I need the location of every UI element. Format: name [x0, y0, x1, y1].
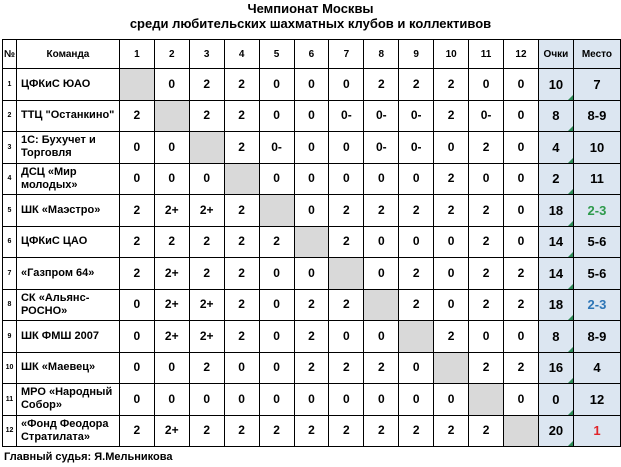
- header-round: 10: [434, 40, 469, 69]
- result-cell: 0: [294, 163, 329, 195]
- result-cell: 0: [329, 132, 364, 164]
- result-cell: 0: [294, 69, 329, 101]
- team-name: ШК «Маэстро»: [16, 195, 119, 227]
- place-cell: 4: [573, 352, 620, 384]
- page-subtitle: среди любительских шахматных клубов и коллективов: [129, 16, 492, 31]
- result-cell: 0: [504, 163, 539, 195]
- self-cell: [364, 289, 399, 321]
- result-cell: 2: [329, 195, 364, 227]
- result-cell: 0: [329, 321, 364, 353]
- row-number: 7: [3, 258, 17, 290]
- table-row: [3, 352, 621, 384]
- result-cell: 2: [469, 132, 504, 164]
- table-row: [3, 258, 621, 290]
- result-cell: 2+: [154, 321, 189, 353]
- header-round: 2: [154, 40, 189, 69]
- header-round: 5: [259, 40, 294, 69]
- result-cell: 2: [224, 132, 259, 164]
- result-cell: 2+: [189, 289, 224, 321]
- points-cell: 14: [538, 226, 573, 258]
- result-cell: 0: [294, 132, 329, 164]
- result-cell: 0: [434, 132, 469, 164]
- team-name: МРО «Народный Собор»: [16, 384, 119, 416]
- result-cell: 0-: [364, 100, 399, 132]
- header-round: 9: [399, 40, 434, 69]
- team-name: «Газпром 64»: [16, 258, 119, 290]
- result-cell: 2: [399, 415, 434, 447]
- place-cell: 12: [573, 384, 620, 416]
- self-cell: [469, 384, 504, 416]
- points-cell: 8: [538, 100, 573, 132]
- result-cell: 0: [154, 384, 189, 416]
- result-cell: 0: [294, 100, 329, 132]
- self-cell: [399, 321, 434, 353]
- row-number: 4: [3, 163, 17, 195]
- table-row: [3, 289, 621, 321]
- result-cell: 0: [399, 384, 434, 416]
- row-number: 1: [3, 69, 17, 101]
- result-cell: 2: [504, 352, 539, 384]
- results-table: [2, 39, 621, 447]
- result-cell: 2: [434, 415, 469, 447]
- result-cell: 0: [119, 163, 154, 195]
- table-row: [3, 415, 621, 447]
- result-cell: 2: [434, 321, 469, 353]
- result-cell: 2: [469, 352, 504, 384]
- header-round: 6: [294, 40, 329, 69]
- team-name: «Фонд Феодора Стратилата»: [16, 415, 119, 447]
- row-number: 6: [3, 226, 17, 258]
- table-row: [3, 69, 621, 101]
- result-cell: 2: [119, 100, 154, 132]
- result-cell: 2: [504, 289, 539, 321]
- row-number: 2: [3, 100, 17, 132]
- header-num: №: [3, 40, 17, 69]
- result-cell: 2: [119, 415, 154, 447]
- result-cell: 2: [224, 289, 259, 321]
- header-row: [3, 40, 621, 69]
- result-cell: 0-: [399, 100, 434, 132]
- self-cell: [119, 69, 154, 101]
- result-cell: 2+: [189, 195, 224, 227]
- result-cell: 0: [329, 69, 364, 101]
- result-cell: 0: [364, 258, 399, 290]
- place-cell: 1: [573, 415, 620, 447]
- result-cell: 2: [469, 289, 504, 321]
- team-name: ШК ФМШ 2007: [16, 321, 119, 353]
- result-cell: 2: [399, 69, 434, 101]
- result-cell: 2: [224, 195, 259, 227]
- result-cell: 0: [469, 163, 504, 195]
- result-cell: 2: [189, 258, 224, 290]
- result-cell: 2: [504, 258, 539, 290]
- place-cell: 11: [573, 163, 620, 195]
- row-number: 11: [3, 384, 17, 416]
- header-round: 4: [224, 40, 259, 69]
- result-cell: 2: [469, 226, 504, 258]
- header-place: Место: [573, 40, 620, 69]
- result-cell: 0: [154, 69, 189, 101]
- result-cell: 0: [434, 384, 469, 416]
- result-cell: 0: [434, 289, 469, 321]
- result-cell: 2: [224, 226, 259, 258]
- self-cell: [189, 132, 224, 164]
- result-cell: 0: [119, 132, 154, 164]
- result-cell: 0: [259, 163, 294, 195]
- points-cell: 18: [538, 289, 573, 321]
- result-cell: 2: [329, 352, 364, 384]
- row-number: 3: [3, 132, 17, 164]
- result-cell: 0: [189, 163, 224, 195]
- header-round: 7: [329, 40, 364, 69]
- result-cell: 2: [294, 321, 329, 353]
- result-cell: 2+: [154, 195, 189, 227]
- result-cell: 2+: [154, 289, 189, 321]
- result-cell: 2: [224, 100, 259, 132]
- result-cell: 0: [364, 384, 399, 416]
- result-cell: 0: [364, 226, 399, 258]
- points-cell: 16: [538, 352, 573, 384]
- team-name: ЦФКиС ЦАО: [16, 226, 119, 258]
- self-cell: [434, 352, 469, 384]
- result-cell: 2: [119, 195, 154, 227]
- self-cell: [294, 226, 329, 258]
- result-cell: 0: [294, 195, 329, 227]
- self-cell: [504, 415, 539, 447]
- result-cell: 0: [469, 69, 504, 101]
- result-cell: 0: [364, 321, 399, 353]
- table-row: [3, 321, 621, 353]
- result-cell: 0-: [469, 100, 504, 132]
- row-number: 5: [3, 195, 17, 227]
- result-cell: 0: [119, 289, 154, 321]
- result-cell: 2: [154, 226, 189, 258]
- place-cell: 5-6: [573, 226, 620, 258]
- result-cell: 0: [259, 258, 294, 290]
- self-cell: [154, 100, 189, 132]
- result-cell: 0: [504, 321, 539, 353]
- result-cell: 0: [154, 163, 189, 195]
- result-cell: 2: [469, 415, 504, 447]
- result-cell: 0: [364, 163, 399, 195]
- result-cell: 0-: [329, 100, 364, 132]
- result-cell: 2: [329, 415, 364, 447]
- result-cell: 0: [399, 163, 434, 195]
- result-cell: 2: [189, 69, 224, 101]
- result-cell: 0: [294, 258, 329, 290]
- result-cell: 0: [119, 321, 154, 353]
- result-cell: 2: [294, 352, 329, 384]
- result-cell: 0: [119, 352, 154, 384]
- header-round: 12: [504, 40, 539, 69]
- result-cell: 0-: [364, 132, 399, 164]
- header-round: 1: [119, 40, 154, 69]
- header-round: 8: [364, 40, 399, 69]
- result-cell: 0: [399, 226, 434, 258]
- result-cell: 2: [434, 69, 469, 101]
- row-number: 12: [3, 415, 17, 447]
- points-cell: 10: [538, 69, 573, 101]
- table-row: [3, 384, 621, 416]
- header-points: Очки: [538, 40, 573, 69]
- result-cell: 0: [504, 195, 539, 227]
- result-cell: 2: [434, 195, 469, 227]
- place-cell: 7: [573, 69, 620, 101]
- result-cell: 0: [504, 100, 539, 132]
- result-cell: 0: [294, 384, 329, 416]
- result-cell: 2: [399, 258, 434, 290]
- points-cell: 20: [538, 415, 573, 447]
- result-cell: 2+: [154, 258, 189, 290]
- result-cell: 0: [119, 384, 154, 416]
- header-round: 3: [189, 40, 224, 69]
- result-cell: 0-: [259, 132, 294, 164]
- result-cell: 2: [189, 415, 224, 447]
- points-cell: 8: [538, 321, 573, 353]
- result-cell: 2: [294, 415, 329, 447]
- header-round: 11: [469, 40, 504, 69]
- result-cell: 2: [329, 226, 364, 258]
- result-cell: 2: [224, 321, 259, 353]
- result-cell: 0: [154, 352, 189, 384]
- result-cell: 0: [154, 132, 189, 164]
- result-cell: 2: [294, 289, 329, 321]
- table-row: [3, 163, 621, 195]
- result-cell: 0: [504, 69, 539, 101]
- result-cell: 0: [224, 384, 259, 416]
- points-cell: 2: [538, 163, 573, 195]
- place-cell: 5-6: [573, 258, 620, 290]
- row-number: 9: [3, 321, 17, 353]
- chief-judge: Главный судья: Я.Мельникова: [4, 451, 173, 463]
- result-cell: 0: [504, 226, 539, 258]
- result-cell: 2: [469, 195, 504, 227]
- table-row: [3, 132, 621, 164]
- result-cell: 2: [399, 289, 434, 321]
- team-name: ДСЦ «Мир молодых»: [16, 163, 119, 195]
- points-cell: 18: [538, 195, 573, 227]
- result-cell: 2: [434, 100, 469, 132]
- result-cell: 2: [189, 226, 224, 258]
- result-cell: 2: [399, 195, 434, 227]
- result-cell: 2: [364, 195, 399, 227]
- place-cell: 2-3: [573, 289, 620, 321]
- result-cell: 2: [224, 415, 259, 447]
- table-row: [3, 100, 621, 132]
- table-row: [3, 226, 621, 258]
- result-cell: 2: [119, 258, 154, 290]
- result-cell: 0: [189, 384, 224, 416]
- result-cell: 0: [224, 352, 259, 384]
- result-cell: 0-: [399, 132, 434, 164]
- result-cell: 0: [469, 321, 504, 353]
- page-title: Чемпионат Москвы: [247, 1, 374, 16]
- row-number: 8: [3, 289, 17, 321]
- result-cell: 2: [259, 226, 294, 258]
- points-cell: 14: [538, 258, 573, 290]
- row-number: 10: [3, 352, 17, 384]
- result-cell: 0: [434, 226, 469, 258]
- result-cell: 0: [504, 384, 539, 416]
- self-cell: [259, 195, 294, 227]
- result-cell: 0: [259, 289, 294, 321]
- result-cell: 0: [329, 163, 364, 195]
- result-cell: 2: [259, 415, 294, 447]
- team-name: ЦФКиС ЮАО: [16, 69, 119, 101]
- team-name: СК «Альянс-РОСНО»: [16, 289, 119, 321]
- result-cell: 0: [259, 352, 294, 384]
- result-cell: 2: [224, 69, 259, 101]
- result-cell: 0: [329, 384, 364, 416]
- result-cell: 2: [119, 226, 154, 258]
- place-cell: 10: [573, 132, 620, 164]
- result-cell: 0: [504, 132, 539, 164]
- result-cell: 0: [259, 69, 294, 101]
- table-row: [3, 195, 621, 227]
- result-cell: 2+: [154, 415, 189, 447]
- place-cell: 2-3: [573, 195, 620, 227]
- header-team: Команда: [16, 40, 119, 69]
- place-cell: 8-9: [573, 100, 620, 132]
- result-cell: 0: [399, 352, 434, 384]
- result-cell: 2: [364, 69, 399, 101]
- result-cell: 2: [469, 258, 504, 290]
- result-cell: 2: [329, 289, 364, 321]
- points-cell: 0: [538, 384, 573, 416]
- result-cell: 2: [189, 100, 224, 132]
- team-name: ШК «Маевец»: [16, 352, 119, 384]
- result-cell: 0: [259, 384, 294, 416]
- self-cell: [329, 258, 364, 290]
- result-cell: 0: [259, 321, 294, 353]
- team-name: ТТЦ "Останкино": [16, 100, 119, 132]
- result-cell: 2: [224, 258, 259, 290]
- result-cell: 2: [364, 415, 399, 447]
- result-cell: 0: [259, 100, 294, 132]
- result-cell: 0: [434, 258, 469, 290]
- points-cell: 4: [538, 132, 573, 164]
- result-cell: 2: [434, 163, 469, 195]
- result-cell: 2: [189, 352, 224, 384]
- team-name: 1С: Бухучет и Торговля: [16, 132, 119, 164]
- result-cell: 2+: [189, 321, 224, 353]
- result-cell: 2: [364, 352, 399, 384]
- self-cell: [224, 163, 259, 195]
- place-cell: 8-9: [573, 321, 620, 353]
